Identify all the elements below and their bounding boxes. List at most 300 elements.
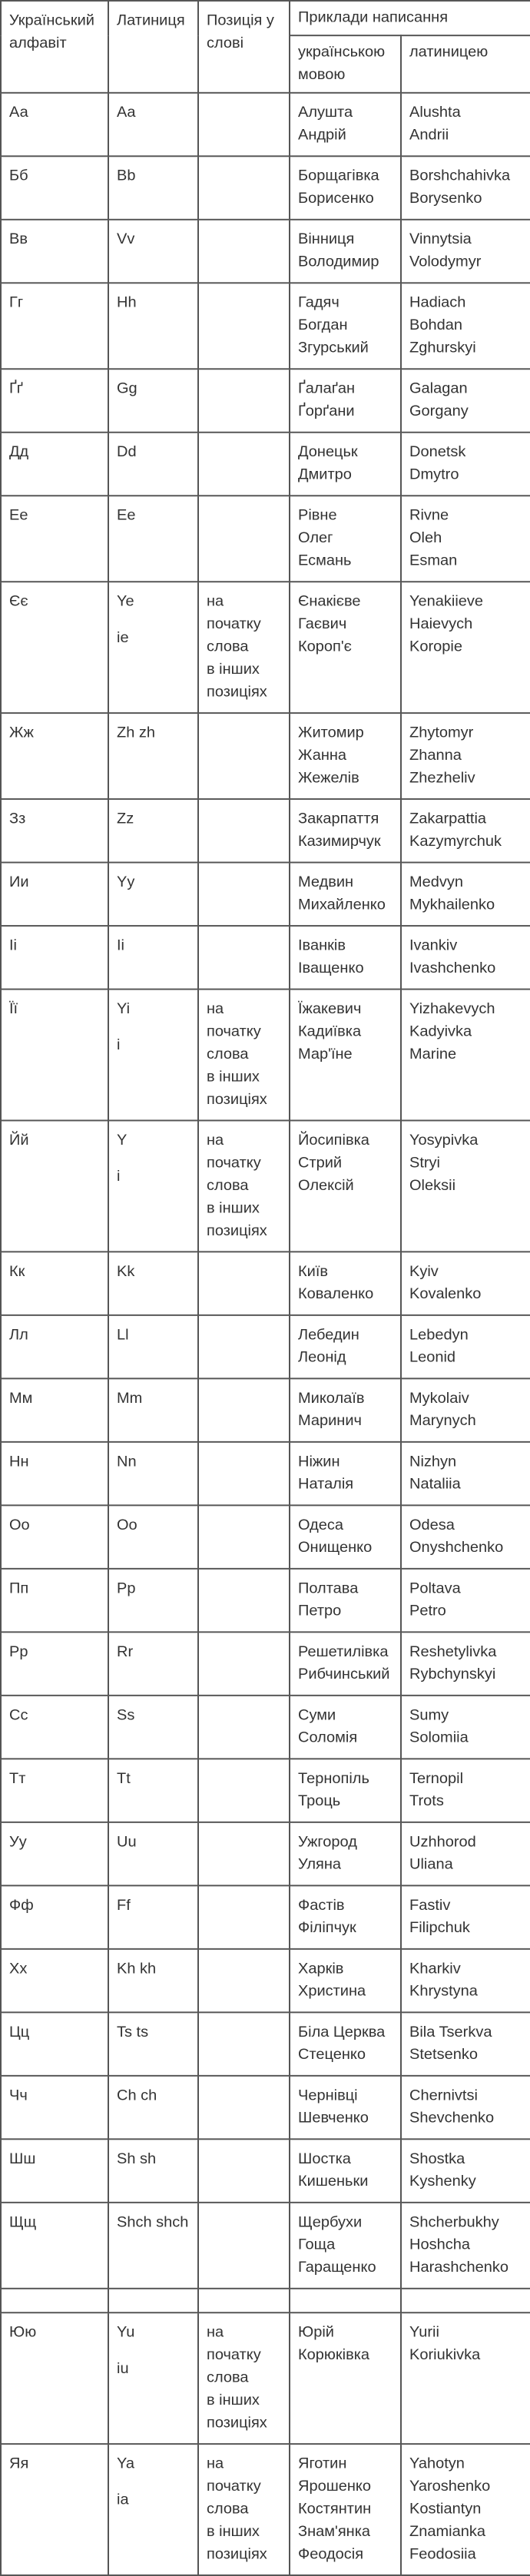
example-lat: Bila Tserkva [409,2024,492,2041]
position-text: на [207,1132,224,1149]
example-ukr-cell [290,1252,401,1315]
letter-cell [1,1315,108,1378]
letter-cell [1,1120,108,1252]
latin-cell [108,1759,198,1822]
example-lat: Uliana [409,1856,453,1873]
position-cell [198,1759,290,1822]
latin-cell [108,2139,198,2202]
example-ukr-cell [290,1632,401,1695]
position-cell [198,582,290,713]
example-ukr: Борщагівка [298,167,379,184]
example-lat-cell [401,496,530,582]
example-ukr: Фастів [298,1897,345,1914]
example-ukr-cell [290,1569,401,1632]
example-ukr: Йосипівка [298,1132,369,1149]
latin-letter: Ya [117,2455,134,2472]
example-lat: Esman [409,552,458,569]
latin-letter: Tt [117,1770,131,1787]
latin-letter: Ch ch [117,2087,157,2104]
example-lat: Borshchahivka [409,167,511,184]
latin-cell [108,582,198,713]
letter-cell [1,2444,108,2575]
letter-cell [1,926,108,989]
example-ukr: Житомир [298,724,364,741]
example-ukr-cell [290,582,401,713]
example-ukr: Шостка [298,2150,351,2167]
latin-letter: Aa [117,104,136,121]
line-gap [117,612,190,626]
position-text: позиціях [207,2414,267,2432]
example-lat: Kharkiv [409,1960,461,1978]
example-lat-cell [401,582,530,713]
example-lat: Yenakiieve [409,592,484,610]
letter-cell [1,496,108,582]
position-cell [198,926,290,989]
example-lat: Kovalenko [409,1285,482,1303]
example-lat-cell [401,1315,530,1378]
example-ukr: Жежелів [298,769,359,787]
latin-cell [108,1632,198,1695]
position-cell [198,2444,290,2575]
latin-cell [108,2203,198,2289]
example-ukr: Леонід [298,1349,346,1366]
example-lat: Marynych [409,1412,476,1430]
example-lat: Rybchynskyi [409,1666,496,1683]
table-row [1,283,530,369]
letter-cell [1,1696,108,1759]
example-ukr: Іванків [298,937,346,954]
position-cell [198,713,290,799]
ukrainian-letter: Ии [9,874,29,890]
example-lat-cell [401,156,530,219]
letter-cell [1,1822,108,1885]
table-row [1,2076,530,2139]
example-lat: Zhezheliv [409,769,475,787]
example-lat-cell [401,1822,530,1885]
letter-cell [1,1378,108,1441]
example-lat: Hadiach [409,294,466,311]
latin-letter: i [117,1168,121,1185]
example-ukr: Київ [298,1263,329,1280]
example-ukr: Рівне [298,506,337,524]
example-ukr: Згурський [298,339,369,356]
position-cell [198,1885,290,1948]
latin-cell [108,433,198,496]
example-ukr: Стеценко [298,2046,366,2064]
position-cell [198,283,290,369]
example-lat: Gorgany [409,403,469,420]
position-text: в інших [207,661,260,678]
table-row [1,93,530,156]
example-lat-cell [401,283,530,369]
latin-letter: Oo [117,1517,137,1533]
empty-cell [290,2289,401,2312]
example-lat: Vinnytsia [409,230,472,248]
example-ukr: Олексій [298,1177,354,1194]
example-lat: Kyshenky [409,2173,476,2190]
example-ukr: Харків [298,1960,344,1978]
latin-cell [108,156,198,219]
example-ukr: Філіпчук [298,1919,356,1937]
ukrainian-letter: Чч [9,2087,28,2104]
latin-cell [108,2312,198,2444]
position-cell [198,1949,290,2012]
empty-cell [198,2289,290,2312]
header-row-1 [1,1,530,35]
example-lat: Leonid [409,1349,456,1366]
position-text: слова [207,1177,249,1194]
ukrainian-letter: Бб [9,167,28,184]
ukrainian-letter: Її [9,1000,18,1017]
header-alphabet: Український алфавіт [1,1,108,93]
latin-letter: Yu [117,2323,135,2341]
position-cell [198,2139,290,2202]
example-lat: Feodosiia [409,2545,476,2563]
letter-cell [1,1949,108,2012]
latin-cell [108,1252,198,1315]
example-lat-cell [401,2012,530,2075]
position-text: початку [207,2478,261,2495]
latin-letter: Gg [117,380,137,397]
latin-letter: Vv [117,230,135,248]
position-cell [198,2312,290,2444]
position-cell [198,1120,290,1252]
position-cell [198,990,290,1121]
letter-cell [1,2312,108,2444]
example-lat-cell [401,863,530,926]
ukrainian-letter: Кк [9,1263,25,1280]
letter-cell [1,220,108,283]
letter-cell [1,2012,108,2075]
example-ukr: Яготин [298,2455,347,2472]
table-row [1,1442,530,1505]
table-row [1,1378,530,1441]
position-cell [198,369,290,432]
position-text: в інших [207,1199,260,1217]
latin-letter: Rr [117,1643,134,1660]
empty-cell [108,2289,198,2312]
header-examples: Приклади написання [290,1,530,35]
latin-letter: Ff [117,1897,131,1914]
example-ukr-cell [290,926,401,989]
example-ukr: Христина [298,1983,366,2000]
latin-cell [108,1696,198,1759]
example-ukr-cell [290,433,401,496]
example-lat: Volodymyr [409,253,482,270]
letter-cell [1,1252,108,1315]
example-ukr: Жанна [298,747,347,764]
example-ukr: Есмань [298,552,352,569]
position-cell [198,2076,290,2139]
ukrainian-letter: Дд [9,443,29,461]
position-cell [198,863,290,926]
latin-letter: Kk [117,1263,135,1280]
example-ukr: Лебедин [298,1326,359,1344]
latin-cell [108,990,198,1121]
latin-letter: Pp [117,1580,136,1597]
ukrainian-letter: Нн [9,1453,29,1470]
empty-cell [401,2289,530,2312]
table-row [1,1252,530,1315]
example-ukr: Онищенко [298,1539,373,1557]
example-lat: Uzhhorod [409,1833,476,1851]
position-text: слова [207,1046,249,1063]
example-lat: Koriukivka [409,2346,481,2364]
example-ukr: Уляна [298,1856,342,1873]
letter-cell [1,2203,108,2289]
example-lat: Zhanna [409,747,462,764]
example-ukr-cell [290,283,401,369]
table-row [1,1885,530,1948]
position-text: слова [207,638,249,655]
example-lat: Reshetylivka [409,1643,497,1660]
position-cell [198,93,290,156]
ukrainian-letter: Аа [9,104,28,121]
letter-cell [1,1505,108,1568]
ukrainian-letter: Оо [9,1517,30,1533]
latin-letter: Dd [117,443,137,461]
latin-letter: Shch shch [117,2213,189,2231]
example-ukr: Іващенко [298,960,364,976]
ukrainian-letter: Юю [9,2323,37,2341]
example-lat: Yurii [409,2323,439,2341]
ukrainian-letter: Цц [9,2024,30,2041]
example-ukr: Ярошенко [298,2478,371,2495]
latin-cell [108,1569,198,1632]
latin-letter: Zz [117,810,134,827]
latin-letter: Mm [117,1390,143,1407]
example-ukr: Тернопіль [298,1770,369,1787]
example-lat: Nizhyn [409,1453,457,1470]
example-lat: Kostiantyn [409,2500,482,2518]
example-ukr-cell [290,2312,401,2444]
ukrainian-letter: Мм [9,1390,33,1407]
table-row [1,220,530,283]
example-ukr-cell [290,1759,401,1822]
latin-letter: ia [117,2491,129,2508]
latin-letter: ie [117,629,129,646]
example-lat-cell [401,713,530,799]
letter-cell [1,863,108,926]
example-ukr-cell [290,1885,401,1948]
position-text: позиціях [207,2545,267,2563]
position-cell [198,1252,290,1315]
example-ukr: Короп'є [298,638,352,655]
example-lat: Harashchenko [409,2259,508,2276]
example-ukr: Борисенко [298,190,374,207]
ukrainian-letter: Лл [9,1326,28,1344]
latin-letter: Yi [117,1000,131,1017]
example-lat: Shevchenko [409,2110,495,2127]
example-ukr-cell [290,1822,401,1885]
position-text: початку [207,2346,261,2364]
example-lat-cell [401,1759,530,1822]
example-ukr: Корюківка [298,2346,370,2364]
example-lat: Zghurskyi [409,339,476,356]
example-lat: Koropie [409,638,462,655]
table-body [1,93,530,2575]
example-ukr: Вінниця [298,230,355,248]
position-text: на [207,2323,224,2341]
example-lat: Mykolaiv [409,1390,469,1407]
table-row [1,1315,530,1378]
position-cell [198,1505,290,1568]
example-lat-cell [401,1378,530,1441]
latin-letter: Ii [117,937,124,954]
example-ukr: Кадиївка [298,1023,362,1040]
example-lat: Andrii [409,126,449,144]
letter-cell [1,1885,108,1948]
letter-cell [1,713,108,799]
example-lat-cell [401,1505,530,1568]
latin-cell [108,1885,198,1948]
example-lat: Khrystyna [409,1983,478,2000]
position-cell [198,1315,290,1378]
example-ukr: Андрій [298,126,346,144]
example-ukr: Богдан [298,317,348,334]
table-row [1,1569,530,1632]
line-gap [117,1020,190,1034]
line-gap [117,2344,190,2358]
example-lat: Kazymyrchuk [409,833,502,850]
example-lat: Rivne [409,506,449,524]
position-text: в інших [207,2523,260,2540]
table-row [1,1120,530,1252]
table-row [1,2203,530,2289]
latin-letter: Ss [117,1706,135,1724]
example-lat: Donetsk [409,443,466,461]
position-cell [198,1442,290,1505]
example-ukr: Коваленко [298,1285,374,1303]
example-ukr-cell [290,799,401,862]
example-lat-cell [401,990,530,1121]
example-lat: Yizhakevych [409,1000,495,1017]
letter-cell [1,990,108,1121]
example-ukr-cell [290,1696,401,1759]
example-lat: Yahotyn [409,2455,465,2472]
example-lat-cell [401,2203,530,2289]
header-latin: Латиниця [108,1,198,93]
latin-cell [108,863,198,926]
example-lat-cell [401,220,530,283]
latin-cell [108,369,198,432]
example-ukr: Єнакієве [298,592,361,610]
ukrainian-letter: Сс [9,1706,28,1724]
example-lat-cell [401,1252,530,1315]
position-cell [198,1378,290,1441]
letter-cell [1,1442,108,1505]
table-row [1,1822,530,1885]
letter-cell [1,799,108,862]
example-ukr-cell [290,1949,401,2012]
example-ukr: Біла Церква [298,2024,386,2041]
position-cell [198,1696,290,1759]
example-ukr-cell [290,713,401,799]
table-row [1,926,530,989]
example-lat: Dmytro [409,466,459,483]
position-text: в інших [207,2392,260,2409]
ukrainian-letter: Рр [9,1643,28,1660]
example-ukr: Донецьк [298,443,358,461]
position-cell [198,1569,290,1632]
table-row [1,1759,530,1822]
example-lat-cell [401,1885,530,1948]
example-lat: Ivankiv [409,937,458,954]
ukrainian-letter: Тт [9,1770,26,1787]
example-ukr: Ґалаґан [298,380,356,397]
position-cell [198,496,290,582]
example-lat-cell [401,2312,530,2444]
example-lat-cell [401,2076,530,2139]
example-lat: Oleksii [409,1177,456,1194]
spacer-row [1,2289,530,2312]
example-lat: Mykhailenko [409,896,495,913]
example-ukr: Ґорґани [298,403,355,420]
example-ukr: Миколаїв [298,1390,365,1407]
example-lat: Bohdan [409,317,462,334]
position-text: позиціях [207,1222,267,1239]
ukrainian-letter: Йй [9,1132,29,1149]
example-ukr: Феодосія [298,2545,364,2563]
letter-cell [1,2076,108,2139]
letter-cell [1,433,108,496]
example-lat-cell [401,1442,530,1505]
latin-letter: Ts ts [117,2024,149,2041]
example-lat: Fastiv [409,1897,451,1914]
example-ukr: Казимирчук [298,833,381,850]
ukrainian-letter: Щщ [9,2213,37,2231]
example-ukr-cell [290,863,401,926]
latin-letter: Sh sh [117,2150,157,2167]
example-ukr-cell [290,1315,401,1378]
line-gap [117,2475,190,2488]
example-ukr: Решетилівка [298,1643,389,1660]
example-lat-cell [401,799,530,862]
example-ukr: Гаращенко [298,2259,376,2276]
example-ukr-cell [290,2203,401,2289]
example-ukr: Стрий [298,1154,343,1172]
latin-letter: Bb [117,167,136,184]
latin-cell [108,93,198,156]
table-row [1,2139,530,2202]
table-row [1,799,530,862]
example-ukr: Їжакевич [298,1000,362,1017]
position-text: слова [207,2500,249,2518]
example-ukr-cell [290,496,401,582]
position-text: в інших [207,1068,260,1086]
example-lat: Ternopil [409,1770,464,1787]
table-row [1,1505,530,1568]
ukrainian-letter: Вв [9,230,28,248]
letter-cell [1,2139,108,2202]
ukrainian-letter: Шш [9,2150,36,2167]
example-ukr: Шевченко [298,2110,369,2127]
example-lat: Zhytomyr [409,724,474,741]
latin-letter: Kh kh [117,1960,157,1978]
position-cell [198,2203,290,2289]
example-ukr: Чернівці [298,2087,358,2104]
example-ukr: Гаєвич [298,615,347,633]
latin-cell [108,1822,198,1885]
position-cell [198,2012,290,2075]
example-ukr: Суми [298,1706,336,1724]
example-lat-cell [401,369,530,432]
example-ukr-cell [290,220,401,283]
example-ukr: Знам'янка [298,2523,371,2540]
example-ukr: Полтава [298,1580,359,1597]
example-ukr-cell [290,93,401,156]
position-text: початку [207,1154,261,1172]
